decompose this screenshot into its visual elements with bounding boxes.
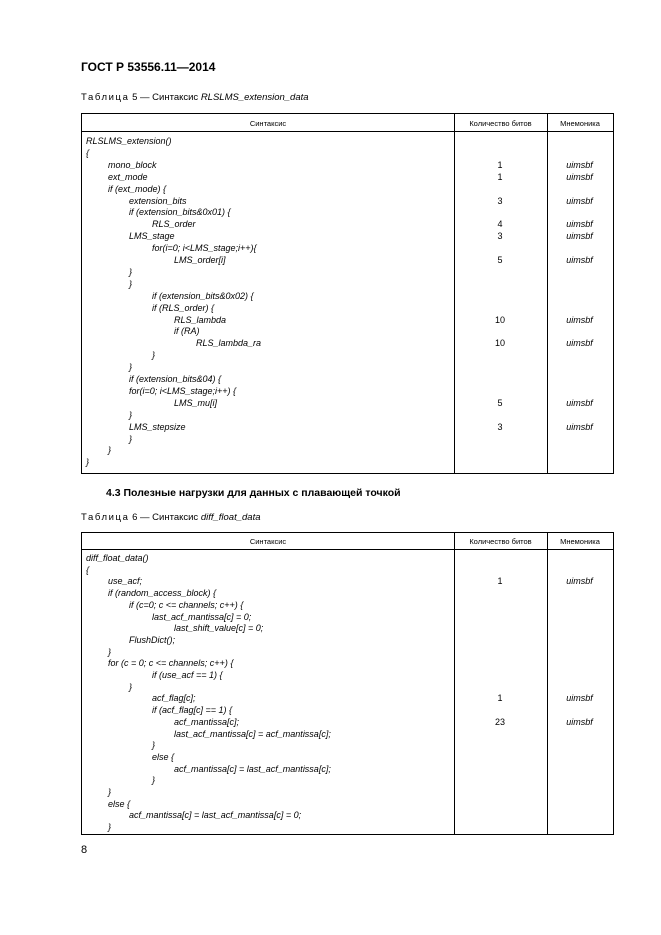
table5-syntax-cell: if (extension_bits&0x01) {	[129, 207, 231, 218]
table5-header-mnemonic: Мнемоника	[560, 119, 600, 128]
table5-syntax-cell: }	[108, 445, 112, 456]
table6-syntax-cell: for (c = 0; c <= channels; c++) {	[108, 658, 234, 669]
table5-syntax-cell: if (extension_bits&04) {	[129, 374, 222, 384]
table5-row	[82, 207, 613, 218]
table5-row	[82, 410, 613, 421]
table6-row	[82, 729, 613, 740]
table6-caption-text: 6 — Синтаксис	[132, 512, 201, 523]
table6	[81, 532, 614, 835]
table5-mnemonic-cell: uimsbf	[566, 159, 593, 170]
table5-row	[82, 374, 613, 385]
table5-bits-cell: 3	[497, 231, 503, 242]
table6-syntax-cell: }	[129, 681, 133, 692]
table6-header-bits: Количество битов	[469, 537, 532, 546]
table5-row	[82, 291, 613, 302]
table5-bits-cell: 10	[494, 338, 505, 349]
table5-bits-cell: 1	[497, 171, 503, 182]
table6-row	[82, 553, 613, 564]
table5-syntax-cell: for(i=0; i<LMS_stage;i++){	[152, 243, 257, 254]
table6-row	[82, 810, 613, 821]
table6-bits-cell: 23	[494, 716, 505, 727]
table5-syntax-cell: RLSLMS_extension()	[86, 136, 172, 146]
table5-header-syntax: Синтаксис	[249, 119, 287, 128]
table6-syntax-cell: last_shift_value[c] = 0;	[174, 623, 264, 634]
table5-syntax-cell: if (RA)	[174, 326, 200, 337]
table6-row	[82, 752, 613, 763]
table5-syntax-cell: LMS_order[i]	[174, 255, 226, 265]
table6-row	[82, 600, 613, 611]
table5-row	[82, 219, 613, 230]
page-number: 8	[81, 844, 88, 856]
table6-syntax-cell: else {	[108, 798, 131, 809]
table5-syntax-cell: RLS_order	[152, 219, 196, 230]
table6-syntax-cell: }	[152, 740, 156, 751]
table6-row	[82, 576, 613, 587]
table5-row	[82, 386, 613, 397]
table6-row	[82, 822, 613, 833]
table5-bits-cell: 3	[497, 195, 503, 206]
table5-syntax-cell: for(i=0; i<LMS_stage;i++) {	[129, 385, 237, 396]
table5-caption	[81, 92, 309, 103]
table5-bits-cell: 3	[497, 421, 503, 432]
table6-row	[82, 565, 613, 576]
table5-mnemonic-cell: uimsbf	[566, 421, 593, 432]
table5-row	[82, 362, 613, 373]
table6-syntax-cell: if (c=0; c <= channels; c++) {	[129, 599, 244, 610]
table6-bits-cell: 1	[497, 693, 503, 704]
table5-header-bits: Количество битов	[469, 119, 532, 128]
table5-mnemonic-cell: uimsbf	[566, 338, 593, 349]
table6-syntax-cell: if (random_access_block) {	[108, 588, 217, 599]
table6-syntax-cell: diff_float_data()	[86, 553, 149, 563]
table5-row	[82, 172, 613, 183]
table5-row	[82, 279, 613, 290]
table6-row	[82, 693, 613, 704]
table5-syntax-cell: }	[152, 350, 156, 361]
table5	[81, 113, 614, 474]
table5-syntax-cell: if (extension_bits&0x02) {	[152, 290, 254, 301]
table5-syntax-cell: }	[129, 362, 133, 373]
table5-syntax-cell: mono_block	[108, 159, 157, 170]
table6-row	[82, 705, 613, 716]
table5-syntax-cell: ext_mode	[108, 171, 148, 182]
table5-row	[82, 303, 613, 314]
table5-bits-cell: 1	[497, 159, 503, 170]
table5-mnemonic-cell: uimsbf	[566, 231, 593, 242]
table5-syntax-cell: if (RLS_order) {	[152, 302, 215, 313]
table6-syntax-cell: FlushDict();	[129, 634, 176, 645]
table6-syntax-cell: {	[86, 564, 90, 575]
table6-syntax-cell: acf_mantissa[c] = last_acf_mantissa[c] = 0;	[129, 810, 302, 821]
table6-syntax-cell: last_acf_mantissa[c] = 0;	[152, 611, 252, 622]
table5-mnemonic-cell: uimsbf	[566, 195, 593, 206]
table5-mnemonic-cell: uimsbf	[566, 171, 593, 182]
table5-row	[82, 457, 613, 468]
table6-row	[82, 670, 613, 681]
table6-row	[82, 612, 613, 623]
table6-row	[82, 775, 613, 786]
table6-syntax-cell: acf_flag[c];	[152, 693, 196, 704]
table6-row	[82, 764, 613, 775]
table6-syntax-cell: acf_mantissa[c] = last_acf_mantissa[c];	[174, 763, 331, 774]
table5-row	[82, 398, 613, 409]
table6-row	[82, 588, 613, 599]
table6-syntax-cell: use_acf;	[108, 576, 143, 587]
table6-syntax-cell: }	[152, 775, 156, 786]
table5-syntax-cell: {	[86, 147, 90, 158]
table5-caption-prefix: Таблица	[81, 92, 130, 103]
table6-row	[82, 787, 613, 798]
section-heading: 4.3 Полезные нагрузки для данных с плавающей точкой	[106, 487, 401, 499]
table5-row	[82, 350, 613, 361]
table5-mnemonic-cell: uimsbf	[566, 314, 593, 325]
table6-row	[82, 799, 613, 810]
table6-row	[82, 658, 613, 669]
table5-row	[82, 267, 613, 278]
table6-caption	[81, 512, 261, 523]
table6-syntax-cell: else {	[152, 751, 175, 762]
table6-row	[82, 635, 613, 646]
table5-row	[82, 422, 613, 433]
table5-syntax-cell: LMS_stage	[129, 231, 175, 242]
table6-syntax-cell: }	[108, 787, 112, 797]
table5-row	[82, 148, 613, 159]
table5-syntax-cell: }	[129, 433, 133, 444]
table6-syntax-cell: }	[108, 822, 112, 833]
table6-caption-name: diff_float_data	[200, 512, 261, 523]
table6-row	[82, 682, 613, 693]
table5-bits-cell: 10	[494, 314, 505, 325]
table5-row	[82, 160, 613, 171]
table6-row	[82, 623, 613, 634]
table5-row	[82, 315, 613, 326]
table5-syntax-cell: if (ext_mode) {	[108, 183, 167, 194]
table6-caption-prefix: Таблица	[81, 512, 130, 523]
table6-row	[82, 717, 613, 728]
document-header: ГОСТ Р 53556.11—2014	[81, 60, 216, 74]
table5-bits-cell: 4	[497, 219, 503, 230]
table5-mnemonic-cell: uimsbf	[566, 255, 593, 265]
table5-syntax-cell: RLS_lambda_ra	[196, 338, 262, 349]
table5-row	[82, 136, 613, 147]
table6-row	[82, 647, 613, 658]
table6-mnemonic-cell: uimsbf	[566, 716, 593, 727]
table6-mnemonic-cell: uimsbf	[566, 576, 593, 587]
table5-row	[82, 445, 613, 456]
table5-bits-cell: 5	[497, 255, 503, 265]
table5-syntax-cell: }	[129, 409, 133, 420]
table5-row	[82, 184, 613, 195]
table5-syntax-cell: LMS_stepsize	[129, 421, 186, 432]
table5-caption-text: 5 — Синтаксис	[132, 92, 201, 103]
table5-syntax-cell: LMS_mu[i]	[174, 397, 218, 408]
table5-row	[82, 196, 613, 207]
table5-syntax-cell: }	[129, 278, 133, 289]
table5-mnemonic-cell: uimsbf	[566, 219, 593, 230]
table5-row	[82, 231, 613, 242]
table5-bits-cell: 5	[497, 397, 503, 408]
table5-syntax-cell: }	[86, 457, 90, 468]
table5-syntax-cell: RLS_lambda	[174, 314, 227, 325]
table6-syntax-cell: last_acf_mantissa[c] = acf_mantissa[c];	[174, 728, 331, 739]
table6-syntax-cell: acf_mantissa[c];	[174, 716, 240, 727]
table6-header-mnemonic: Мнемоника	[560, 537, 600, 546]
table6-syntax-cell: if (acf_flag[c] == 1) {	[152, 705, 233, 716]
table5-syntax-cell: }	[129, 266, 133, 277]
table5-syntax-cell: extension_bits	[129, 195, 187, 206]
table5-row	[82, 243, 613, 254]
table5-mnemonic-cell: uimsbf	[566, 397, 593, 408]
table6-syntax-cell: }	[108, 646, 112, 657]
table6-row	[82, 740, 613, 751]
table5-caption-name: RLSLMS_extension_data	[200, 92, 309, 103]
table5-row	[82, 434, 613, 445]
table5-row	[82, 326, 613, 337]
table6-header-syntax: Синтаксис	[249, 537, 287, 546]
table6-mnemonic-cell: uimsbf	[566, 693, 593, 704]
table5-row	[82, 255, 613, 266]
table6-syntax-cell: if (use_acf == 1) {	[152, 670, 223, 680]
table5-row	[82, 338, 613, 349]
table6-bits-cell: 1	[497, 576, 503, 587]
